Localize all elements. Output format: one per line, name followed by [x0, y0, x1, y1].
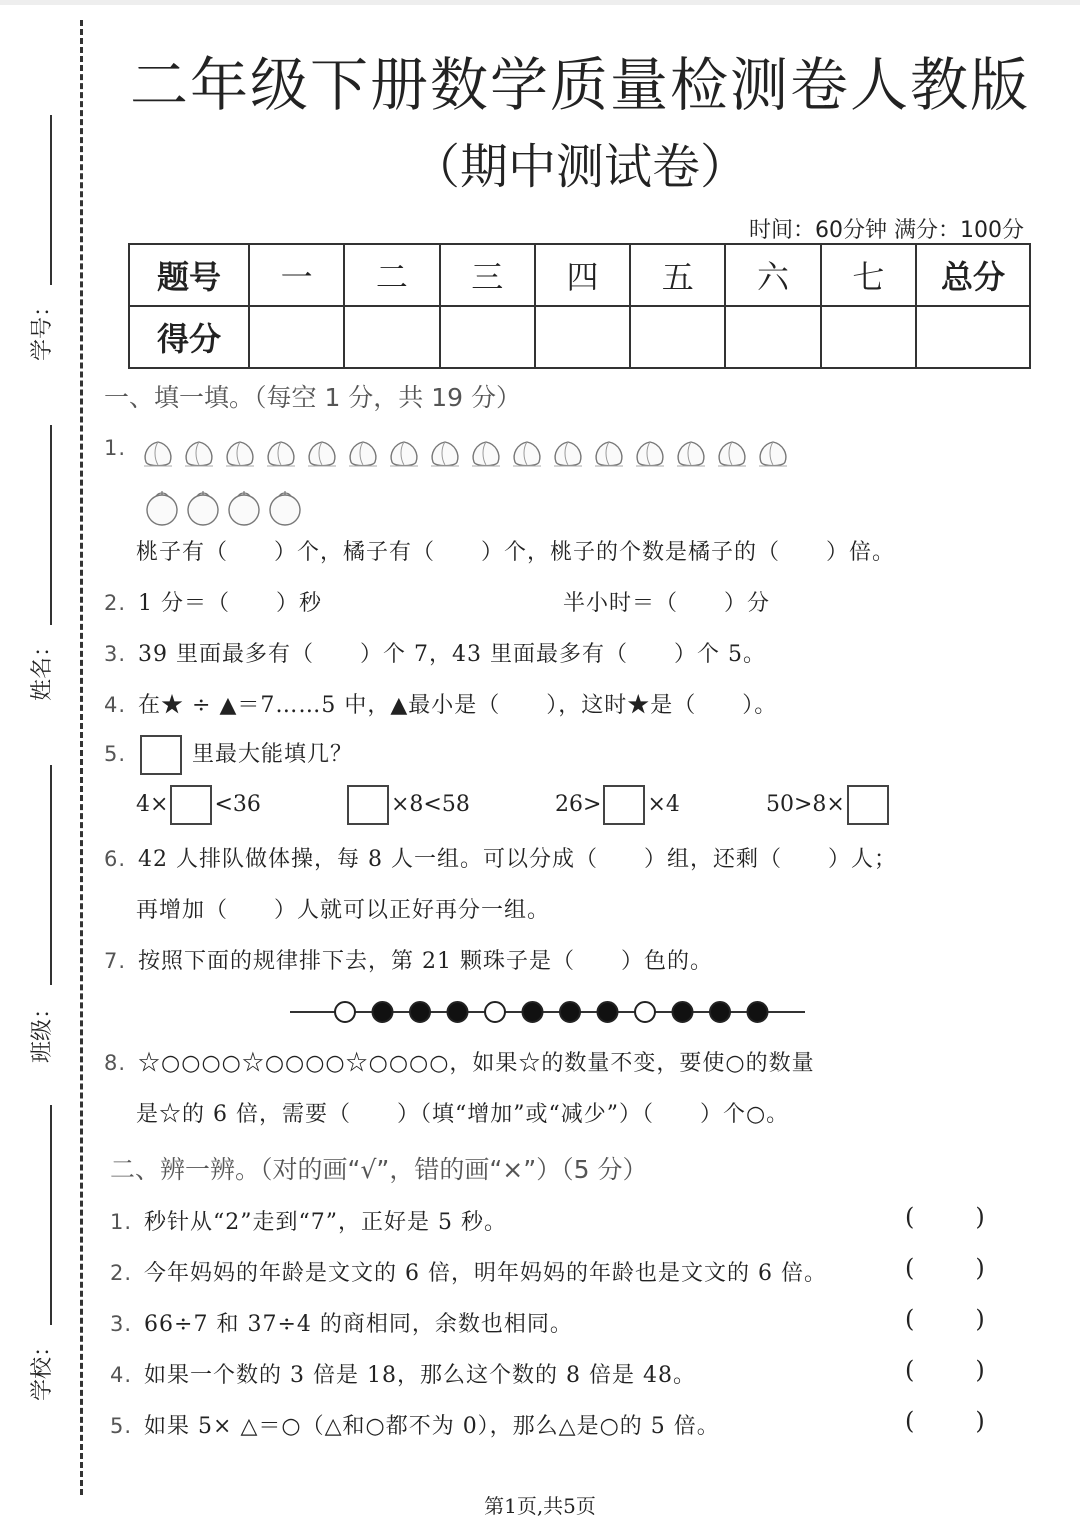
question-number: 5. [104, 742, 127, 766]
judge-item [110, 1205, 507, 1236]
black-bead [373, 1002, 393, 1022]
page-footer: 第1页,共5页 [484, 1494, 596, 1518]
orange-icon [226, 487, 262, 527]
judge-item-text: 秒针从“2”走到“7”，正好是 5 秒。 [144, 1210, 508, 1235]
q5a-prefix: 4× [136, 792, 169, 817]
question-number: 2. [110, 1261, 133, 1285]
name-line [50, 425, 52, 625]
question-number: 5. [110, 1414, 133, 1438]
score-table [128, 243, 1031, 369]
answer-bracket[interactable]: ( ) [905, 1407, 985, 1435]
white-bead [485, 1002, 505, 1022]
black-bead [448, 1002, 468, 1022]
score-cell[interactable] [344, 306, 439, 368]
bead-string [290, 995, 810, 1029]
q5b-suffix: ×8<58 [391, 792, 470, 817]
answer-bracket[interactable]: ( ) [905, 1356, 985, 1384]
question-number: 3. [104, 642, 127, 666]
question-number: 3. [110, 1312, 133, 1336]
exam-title: 二年级下册数学质量检测卷人教版 [130, 51, 1031, 119]
question-1-number [104, 436, 130, 461]
table-header-cell: 四 [535, 244, 630, 306]
question-6 [104, 842, 897, 873]
peach-icon [673, 436, 709, 472]
peach-icon [140, 436, 176, 472]
answer-box[interactable] [847, 785, 889, 825]
top-shade [0, 0, 1080, 5]
white-bead [635, 1002, 655, 1022]
black-bead [560, 1002, 580, 1022]
question-5d [766, 785, 891, 825]
question-5a [136, 785, 261, 825]
question-number: 4. [104, 693, 127, 717]
answer-box[interactable] [603, 785, 645, 825]
school-line [50, 1105, 52, 1325]
question-3 [104, 637, 766, 668]
question-5-text: 里最大能填几？ [192, 742, 354, 767]
question-4-text: 在★ ÷ ▲＝7……5 中，▲最小是（ ），这时★是（ ）。 [138, 693, 778, 718]
q5a-suffix: <36 [214, 792, 261, 817]
peach-icon [263, 436, 299, 472]
black-bead [598, 1002, 618, 1022]
peach-icon [632, 436, 668, 472]
school-label: 学校： [29, 1334, 55, 1401]
q5c-prefix: 26> [555, 792, 602, 817]
student-id-line [50, 115, 52, 285]
question-1-text: 桃子有（ ）个，橘子有（ ）个，桃子的个数是橘子的（ ）倍。 [136, 540, 896, 565]
question-3-text: 39 里面最多有（ ）个 7，43 里面最多有（ ）个 5。 [138, 642, 767, 667]
peach-icon [386, 436, 422, 472]
peach-icon [427, 436, 463, 472]
score-table-score-row [129, 306, 1030, 368]
peach-icon [591, 436, 627, 472]
question-5b [345, 785, 470, 825]
answer-box[interactable] [347, 785, 389, 825]
orange-row [144, 487, 303, 527]
peach-icon [509, 436, 545, 472]
judge-item [110, 1307, 573, 1338]
question-2 [104, 586, 322, 617]
score-cell[interactable] [630, 306, 725, 368]
score-cell[interactable] [249, 306, 344, 368]
question-8 [104, 1046, 815, 1077]
question-7 [104, 944, 713, 975]
table-header-cell: 一 [249, 244, 344, 306]
black-bead [710, 1002, 730, 1022]
score-cell[interactable] [440, 306, 535, 368]
question-number: 4. [110, 1363, 133, 1387]
question-2a-text: 1 分＝（ ）秒 [138, 591, 323, 616]
peach-icon [345, 436, 381, 472]
judge-item-text: 如果一个数的 3 倍是 18，那么这个数的 8 倍是 48。 [144, 1363, 696, 1388]
question-5c [555, 785, 680, 825]
binding-dashed-line [80, 20, 83, 1495]
answer-bracket[interactable]: ( ) [905, 1305, 985, 1333]
question-number: 6. [104, 847, 127, 871]
question-4 [104, 688, 777, 719]
white-bead [335, 1002, 355, 1022]
table-header-cell: 三 [440, 244, 535, 306]
class-label: 班级： [29, 996, 55, 1063]
table-header-cell: 总分 [916, 244, 1030, 306]
question-6-line2: 再增加（ ）人就可以正好再分一组。 [136, 898, 551, 923]
question-number: 7. [104, 949, 127, 973]
score-cell[interactable] [916, 306, 1030, 368]
peach-icon [181, 436, 217, 472]
black-bead [673, 1002, 693, 1022]
name-label: 姓名： [29, 634, 55, 701]
student-id-label: 学号： [29, 294, 55, 361]
score-table-header-row [129, 244, 1030, 306]
time-info: 时间：60分钟 满分：100分 [749, 218, 1024, 243]
answer-bracket[interactable]: ( ) [905, 1254, 985, 1282]
table-header-cell: 二 [344, 244, 439, 306]
judge-item-text: 如果 5× △＝○（△和○都不为 0），那么△是○的 5 倍。 [144, 1414, 720, 1439]
score-row-label: 得分 [129, 306, 249, 368]
orange-icon [185, 487, 221, 527]
black-bead [410, 1002, 430, 1022]
table-header-cell: 题号 [129, 244, 249, 306]
peach-icon [468, 436, 504, 472]
black-bead [748, 1002, 768, 1022]
orange-icon [144, 487, 180, 527]
section1-title: 一、填一填。（每空 1 分，共 19 分） [104, 383, 522, 412]
peach-row [140, 436, 791, 472]
score-cell[interactable] [535, 306, 630, 368]
table-header-cell: 五 [630, 244, 725, 306]
black-bead [523, 1002, 543, 1022]
question-number: 2. [104, 591, 127, 615]
judge-item-text: 66÷7 和 37÷4 的商相同，余数也相同。 [144, 1312, 573, 1337]
question-8-line1: ☆○○○○☆○○○○☆○○○○，如果☆的数量不变，要使○的数量 [138, 1051, 815, 1076]
judge-item [110, 1409, 720, 1440]
table-header-cell: 七 [821, 244, 916, 306]
peach-icon [550, 436, 586, 472]
judge-item [110, 1256, 827, 1287]
peach-icon [714, 436, 750, 472]
question-7-text: 按照下面的规律排下去，第 21 颗珠子是（ ）色的。 [138, 949, 714, 974]
question-5 [104, 735, 353, 775]
question-6-line1: 42 人排队做体操，每 8 人一组。可以分成（ ）组，还剩（ ）人； [138, 847, 898, 872]
orange-icon [267, 487, 303, 527]
score-cell[interactable] [725, 306, 820, 368]
section2-title: 二、辨一辨。（对的画“√”，错的画“×”）（5 分） [110, 1155, 648, 1184]
q5d-prefix: 50>8× [766, 792, 845, 817]
judge-item-text: 今年妈妈的年龄是文文的 6 倍，明年妈妈的年龄也是文文的 6 倍。 [144, 1261, 828, 1286]
answer-box[interactable] [170, 785, 212, 825]
judge-item [110, 1358, 696, 1389]
question-2b-text: 半小时＝（ ）分 [563, 591, 771, 616]
question-number: 1. [104, 436, 127, 460]
class-line [50, 765, 52, 985]
table-header-cell: 六 [725, 244, 820, 306]
question-number: 1. [110, 1210, 133, 1234]
peach-icon [222, 436, 258, 472]
q5c-suffix: ×4 [647, 792, 680, 817]
peach-icon [304, 436, 340, 472]
answer-box[interactable] [140, 735, 182, 775]
answer-bracket[interactable]: ( ) [905, 1203, 985, 1231]
question-number: 8. [104, 1051, 127, 1075]
peach-icon [755, 436, 791, 472]
score-cell[interactable] [821, 306, 916, 368]
question-8-line2: 是☆的 6 倍，需要（ ）（填“增加”或“减少”）（ ）个○。 [136, 1102, 790, 1127]
exam-subtitle: （期中测试卷） [411, 139, 748, 195]
